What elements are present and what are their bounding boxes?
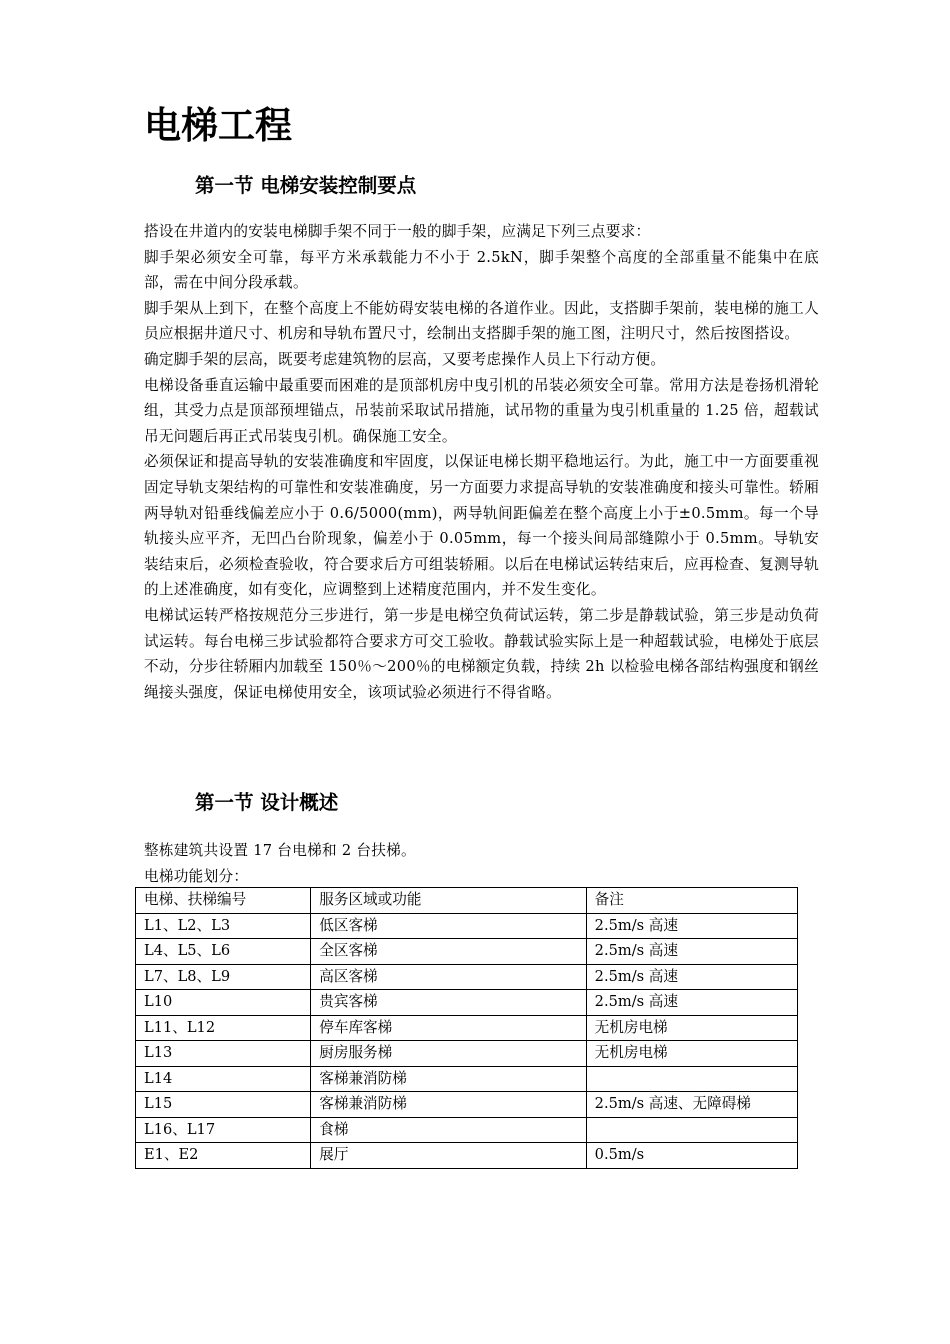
- section-heading-installation-control: 第一节 电梯安装控制要点: [195, 174, 417, 197]
- cell-function: 高区客梯: [311, 964, 586, 990]
- cell-function: 展厅: [311, 1143, 586, 1169]
- cell-note: 无机房电梯: [586, 1015, 797, 1041]
- table-row: [136, 1066, 798, 1092]
- cell-note: 2.5m/s 高速: [586, 990, 797, 1016]
- cell-elevator-id: L16、L17: [136, 1117, 311, 1143]
- cell-function: 厨房服务梯: [311, 1041, 586, 1067]
- table-row: [136, 939, 798, 965]
- cell-note: 2.5m/s 高速: [586, 964, 797, 990]
- paragraph: 搭设在井道内的安装电梯脚手架不同于一般的脚手架，应满足下列三点要求：: [144, 223, 651, 240]
- paragraph: 脚手架从上到下，在整个高度上不能妨碍安装电梯的各道作业。因此，支搭脚手架前，装电梯的施工人员应根据井道尺寸、机房和导轨布置尺寸，绘制出支搭脚手架的施工图，注明尺寸，然后按图搭设。: [144, 299, 819, 343]
- document-title: 电梯工程: [144, 104, 292, 147]
- cell-elevator-id: L10: [136, 990, 311, 1016]
- column-header-function: 服务区域或功能: [311, 888, 586, 914]
- table-header-row: [136, 888, 798, 914]
- cell-elevator-id: L11、L12: [136, 1015, 311, 1041]
- cell-function: 全区客梯: [311, 939, 586, 965]
- table-row: [136, 913, 798, 939]
- cell-note: 2.5m/s 高速: [586, 939, 797, 965]
- cell-elevator-id: L15: [136, 1092, 311, 1118]
- cell-note: 2.5m/s 高速、无障碍梯: [586, 1092, 797, 1118]
- cell-function: 低区客梯: [311, 913, 586, 939]
- cell-function: 客梯兼消防梯: [311, 1092, 586, 1118]
- table-row: [136, 990, 798, 1016]
- table-row: [136, 1143, 798, 1169]
- paragraph: 电梯试运转严格按规范分三步进行，第一步是电梯空负荷试运转，第二步是静载试验，第三步是动负荷试运转。每台电梯三步试验都符合要求方可交工验收。静载试验实际上是一种超载试验，电梯处于底层不动，分步往轿厢内加载至 150％～200％的电梯额定负载，持续 2h 以检验电梯各部结构强度和钢丝绳接头强度，保证电梯使用安全，该项试验必须进行不得省略。: [144, 606, 819, 701]
- cell-function: 食梯: [311, 1117, 586, 1143]
- cell-note: 2.5m/s 高速: [586, 913, 797, 939]
- cell-elevator-id: L14: [136, 1066, 311, 1092]
- paragraph: 脚手架必须安全可靠，每平方米承载能力不小于 2.5kN，脚手架整个高度的全部重量不能集中在底部，需在中间分段承载。: [144, 248, 819, 292]
- column-header-note: 备注: [586, 888, 797, 914]
- cell-elevator-id: L1、L2、L3: [136, 913, 311, 939]
- paragraph: 必须保证和提高导轨的安装准确度和牢固度，以保证电梯长期平稳地运行。为此，施工中一方面要重视固定导轨支架结构的可靠性和安装准确度，另一方面要力求提高导轨的安装准确度和接头可靠性。轿厢两导轨对铅垂线偏差应小于 0.6/5000(mm)，两导轨间距偏差在整个高度上小于±0.5mm。每一个导轨接头应平齐，无凹凸台阶现象，偏差小于 0.05mm，每一个接头间局部缝隙小于 0.5mm。导轨安装结束后，必须检查验收，符合要求后方可组装轿厢。以后在电梯试运转结束后，应再检查、复测导轨的上述准确度，如有变化，应调整到上述精度范围内，并不发生变化。: [144, 453, 819, 599]
- table-row: [136, 1092, 798, 1118]
- table-row: [136, 964, 798, 990]
- cell-function: 客梯兼消防梯: [311, 1066, 586, 1092]
- cell-elevator-id: L7、L8、L9: [136, 964, 311, 990]
- intro-paragraph: 整栋建筑共设置 17 台电梯和 2 台扶梯。: [144, 842, 416, 859]
- cell-note: 0.5m/s: [586, 1143, 797, 1169]
- cell-note: [586, 1066, 797, 1092]
- section-body-design-overview: [144, 838, 819, 889]
- column-header-id: 电梯、扶梯编号: [136, 888, 311, 914]
- cell-function: 贵宾客梯: [311, 990, 586, 1016]
- cell-elevator-id: L13: [136, 1041, 311, 1067]
- table-row: [136, 1117, 798, 1143]
- table-row: [136, 1015, 798, 1041]
- table-caption: 电梯功能划分：: [144, 867, 249, 885]
- section-heading-design-overview: 第一节 设计概述: [195, 791, 339, 814]
- paragraph: 电梯设备垂直运输中最重要而困难的是顶部机房中曳引机的吊装必须安全可靠。常用方法是卷扬机滑轮组，其受力点是顶部预埋锚点，吊装前采取试吊措施，试吊物的重量为曳引机重量的 1.25 倍，超载试吊无问题后再正式吊装曳引机。确保施工安全。: [144, 376, 819, 445]
- section-body-installation-control: [144, 219, 819, 705]
- paragraph: 确定脚手架的层高，既要考虑建筑物的层高，又要考虑操作人员上下行动方便。: [144, 350, 666, 368]
- cell-note: 无机房电梯: [586, 1041, 797, 1067]
- cell-function: 停车库客梯: [311, 1015, 586, 1041]
- cell-elevator-id: L4、L5、L6: [136, 939, 311, 965]
- cell-note: [586, 1117, 797, 1143]
- cell-elevator-id: E1、E2: [136, 1143, 311, 1169]
- elevator-function-table: [135, 887, 798, 1169]
- table-row: [136, 1041, 798, 1067]
